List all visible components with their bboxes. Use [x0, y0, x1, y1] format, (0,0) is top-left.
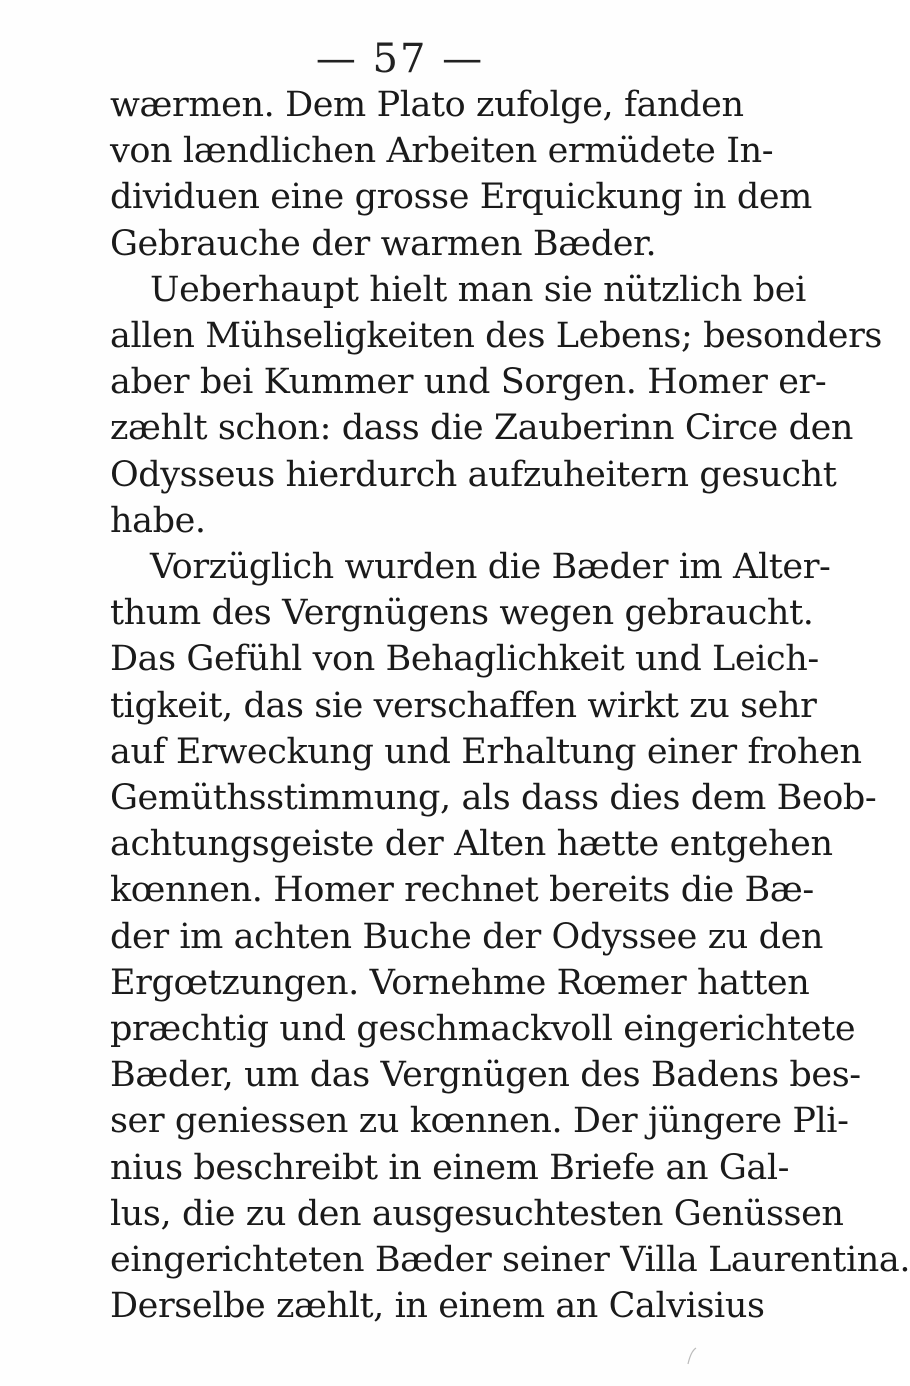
text-line: Gebrauche der warmen Bæder. — [110, 223, 657, 264]
text-line: præchtig und geschmackvoll eingerichtete — [110, 1009, 856, 1050]
text-line: wærmen. Dem Plato zufolge, fanden — [110, 85, 744, 125]
text-line: Odysseus hierdurch aufzuheitern gesucht — [110, 454, 837, 495]
text-line: Gemüthsstimmung, als dass dies dem Beob- — [110, 778, 877, 819]
text-line: von lændlichen Arbeiten ermüdete In- — [110, 131, 774, 172]
text-line: tigkeit, das sie verschaffen wirkt zu sehr — [110, 685, 817, 726]
text-line: eingerichteten Bæder seiner Villa Laurentina. — [110, 1240, 910, 1281]
text-line: thum des Vergnügens wegen gebraucht. — [110, 593, 814, 634]
text-line: zæhlt schon: dass die Zauberinn Circe den — [110, 408, 854, 449]
text-line: habe. — [110, 500, 206, 541]
text-line: dividuen eine grosse Erquickung in dem — [110, 177, 812, 218]
scan-mark-icon — [686, 1346, 700, 1366]
text-line: aber bei Kummer und Sorgen. Homer er- — [110, 362, 827, 403]
body-text — [110, 82, 910, 1329]
text-line: Das Gefühl von Behaglichkeit und Leich- — [110, 639, 819, 680]
text-line: ser geniessen zu kœnnen. Der jüngere Pli- — [110, 1101, 849, 1142]
text-line: auf Erweckung und Erhaltung einer frohen — [110, 731, 862, 772]
text-line: achtungsgeiste der Alten hætte entgehen — [110, 824, 833, 865]
text-line: Derselbe zæhlt, in einem an Calvisius — [110, 1286, 765, 1327]
text-line: Ueberhaupt hielt man sie nützlich bei — [150, 269, 806, 310]
text-line: nius beschreibt in einem Briefe an Gal- — [110, 1147, 790, 1188]
text-line: der im achten Buche der Odyssee zu den — [110, 916, 824, 957]
text-line: Bæder, um das Vergnügen des Badens bes- — [110, 1055, 861, 1096]
page-number: — 57 — — [315, 36, 485, 82]
text-line: kœnnen. Homer rechnet bereits die Bæ- — [110, 870, 814, 911]
text-line: Vorzüglich wurden die Bæder im Alter- — [150, 547, 831, 588]
text-line: Ergœtzungen. Vornehme Rœmer hatten — [110, 962, 810, 1003]
text-line: allen Mühseligkeiten des Lebens; besonders — [110, 316, 882, 357]
text-line: lus, die zu den ausgesuchtesten Genüssen — [110, 1193, 844, 1234]
